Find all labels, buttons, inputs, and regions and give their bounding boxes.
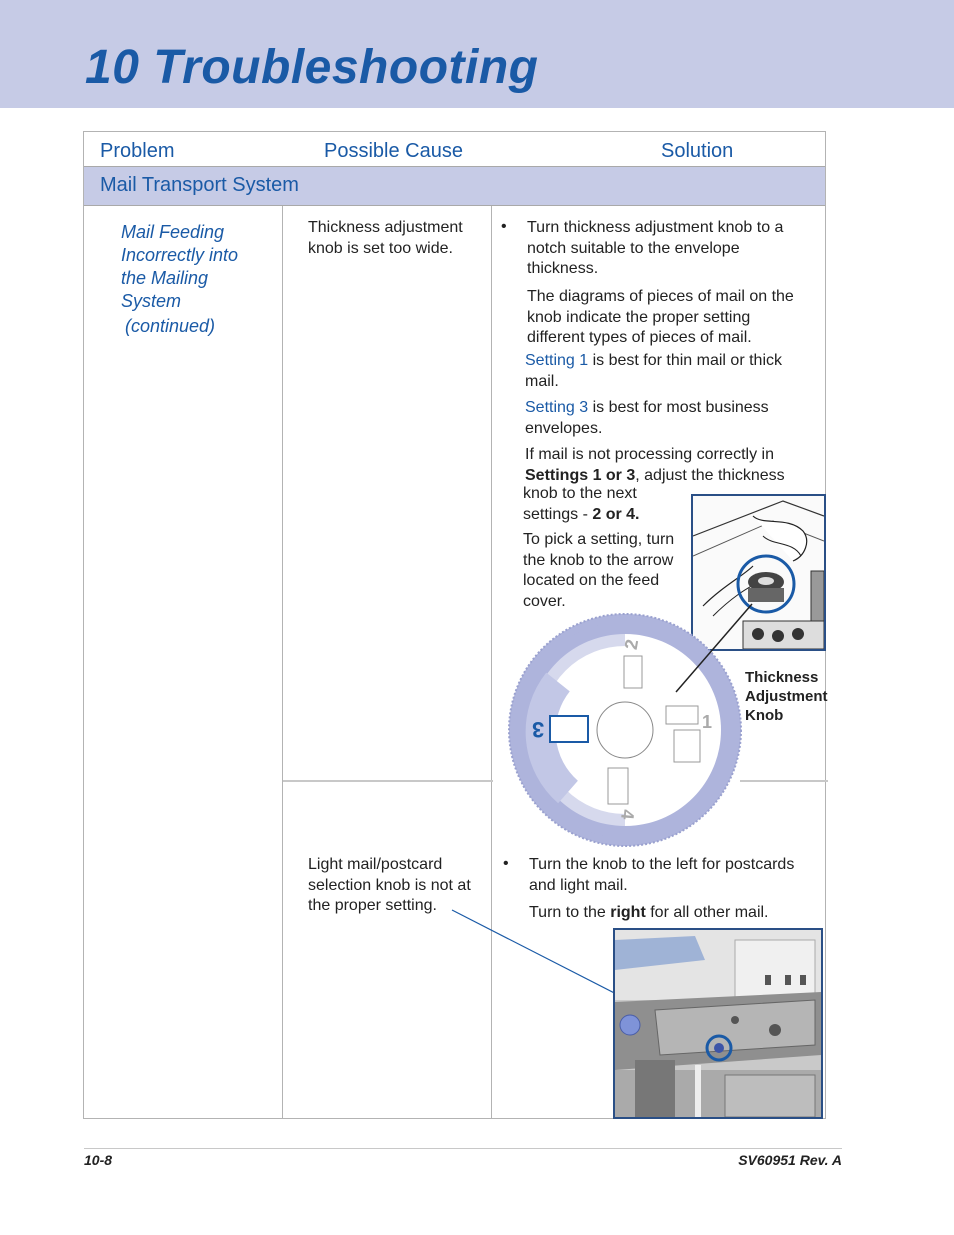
setting-3-text: is best for most business bbox=[588, 399, 769, 416]
solution-line: The diagrams of pieces of mail on the bbox=[527, 288, 794, 305]
solution-2-para-1 bbox=[529, 855, 794, 896]
chapter-title: 10 Troubleshooting bbox=[85, 41, 539, 94]
cause-line: the proper setting. bbox=[308, 897, 437, 914]
dial-number-4: 4 bbox=[617, 808, 638, 821]
solution-text: Turn to the bbox=[529, 904, 611, 921]
dial-number-3: 3 bbox=[532, 717, 545, 742]
setting-3-link[interactable]: Setting 3 bbox=[525, 399, 589, 416]
setting-1-text: is best for thin mail or thick bbox=[588, 352, 782, 369]
solution-line: knob to the next bbox=[523, 485, 637, 502]
page-number: 10-8 bbox=[84, 1152, 113, 1168]
solution-line: thickness. bbox=[527, 260, 599, 277]
solution-1-setting-3 bbox=[525, 398, 769, 439]
solution-line: and light mail. bbox=[529, 876, 628, 894]
problem-line: the Mailing bbox=[121, 268, 209, 288]
solution-line: Turn the knob to the left for postcards bbox=[529, 856, 795, 873]
postcard-knob-photo bbox=[613, 928, 823, 1119]
bullet: • bbox=[503, 855, 509, 872]
problem-line: Incorrectly into bbox=[121, 245, 239, 265]
settings-bold: Settings 1 or 3 bbox=[525, 466, 636, 484]
solution-text: settings - bbox=[523, 505, 593, 523]
cause-line: knob is set too wide. bbox=[308, 239, 453, 257]
solution-line: Turn thickness adjustment knob to a bbox=[527, 219, 784, 236]
callout-line: Adjustment bbox=[745, 688, 828, 705]
cause-line: Light mail/postcard bbox=[308, 856, 443, 873]
solution-line: If mail is not processing correctly in bbox=[525, 446, 774, 463]
setting-1-link[interactable]: Setting 1 bbox=[525, 352, 589, 369]
solution-line: To pick a setting, turn bbox=[523, 531, 675, 548]
problem-cell bbox=[121, 221, 271, 338]
right-bold: right bbox=[610, 904, 646, 921]
problem-line: Mail Feeding bbox=[121, 222, 225, 242]
callout-line: Knob bbox=[745, 707, 784, 724]
callout-line: Thickness bbox=[745, 669, 819, 686]
dial-number-1: 1 bbox=[702, 712, 713, 732]
document-revision: SV60951 Rev. A bbox=[738, 1152, 842, 1168]
dial-number-2: 2 bbox=[620, 637, 643, 652]
row-divider-left bbox=[283, 780, 493, 782]
settings-bold: 2 or 4. bbox=[592, 505, 640, 523]
solution-1-para-5 bbox=[525, 445, 785, 486]
column-header-problem: Problem bbox=[100, 140, 175, 162]
column-header-cause: Possible Cause bbox=[324, 140, 463, 162]
cause-1 bbox=[308, 218, 463, 259]
bullet: • bbox=[501, 218, 507, 235]
column-divider-1 bbox=[282, 206, 283, 1119]
solution-line: different types of pieces of mail. bbox=[527, 329, 752, 346]
knob-callout bbox=[745, 668, 828, 725]
solution-text: for all other mail. bbox=[645, 904, 769, 921]
row-divider-right bbox=[740, 780, 828, 782]
footer-rule bbox=[84, 1148, 842, 1149]
column-header-solution: Solution bbox=[661, 140, 734, 162]
solution-line: the knob to the arrow bbox=[523, 551, 674, 569]
solution-line: knob indicate the proper setting bbox=[527, 308, 751, 326]
solution-line: cover. bbox=[523, 592, 566, 610]
solution-line: located on the feed bbox=[523, 572, 660, 589]
solution-1-setting-1 bbox=[525, 351, 782, 392]
solution-text: , adjust the thickness bbox=[635, 466, 785, 484]
solution-line: notch suitable to the envelope bbox=[527, 239, 740, 257]
section-title: Mail Transport System bbox=[100, 174, 299, 196]
problem-continued: (continued) bbox=[125, 316, 216, 336]
cause-line: selection knob is not at bbox=[308, 876, 471, 894]
solution-1-para-6 bbox=[523, 530, 674, 612]
solution-line: envelopes. bbox=[525, 419, 603, 437]
solution-1-para-1 bbox=[527, 218, 783, 280]
cause-line: Thickness adjustment bbox=[308, 219, 463, 236]
solution-line: mail. bbox=[525, 372, 559, 390]
solution-1-para-5b bbox=[523, 484, 640, 525]
problem-line: System bbox=[121, 291, 182, 311]
solution-1-para-2 bbox=[527, 287, 794, 349]
